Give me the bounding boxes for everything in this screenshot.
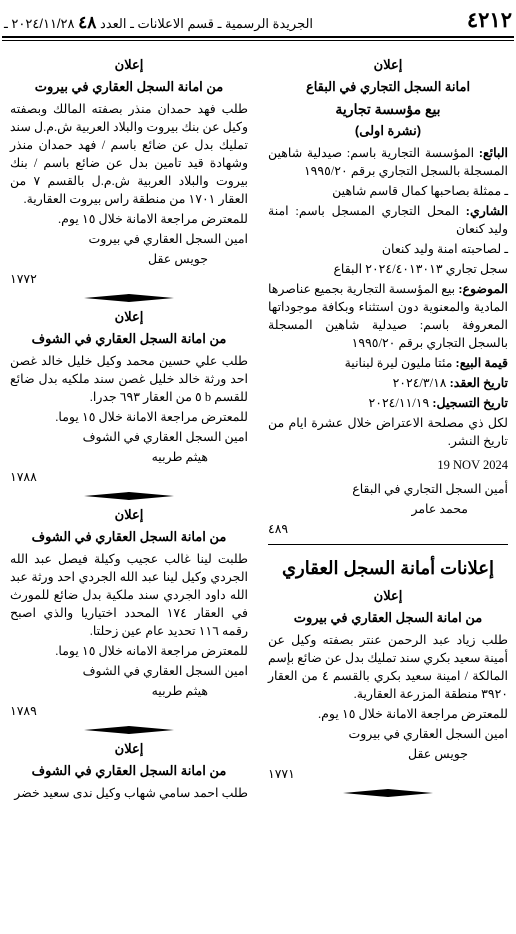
contract-label: تاريخ العقد:: [449, 376, 508, 390]
notice-body: طلب علي حسين محمد وكيل خليل خالد غصن احد ورثة خالد خليل غصن سند ملكيه بدل ضائع للقسم b ٥ من العقار ٦٩٣ جدرا.: [10, 354, 248, 404]
objection-text: للمعترض مراجعة الامانة خلال ١٥ يوما.: [55, 410, 248, 424]
issue-date: ٢٠٢٤/١١/٢٨ ـ: [4, 16, 75, 31]
signer-name: جويس عقل: [408, 747, 468, 761]
topic-text: بيع المؤسسة التجارية بجميع عناصرها المادية والمعنوية دون استثناء وبكافة موجوداتها المعروفة باسم: صيدلية شاهين المسجلة بالسجل التجاري برقم ١٩٩٥/٢٠: [268, 282, 508, 350]
notice-edition: (نشرة اولى): [354, 123, 422, 138]
notice-number: ١٧٧١: [268, 767, 295, 781]
signer-title: امين السجل العقاري في بيروت: [88, 232, 248, 246]
notice-body: طلب فهد حمدان منذر بصفته المالك وبصفته وكيل عن بنك بيروت والبلاد العربية ش.م.ل سند تمليك بدل عن ضائع باسم / فهد حمدان منذر وشهادة قيد تامين بدل عن ضائع باسم / بنك بيروت والبلاد العربية ش.م.ل بالقسم ٧ من العقار ١٧٠١ من منطقة راس بيروت العقارية.: [10, 102, 248, 206]
objection-text: لكل ذي مصلحة الاعتراض خلال عشرة ايام من تاريخ النشر.: [268, 416, 508, 448]
signer-name: محمد عامر: [411, 502, 468, 516]
real-estate-notice: [268, 587, 508, 797]
registration-date-line: [268, 394, 508, 412]
price-label: قيمة البيع:: [455, 356, 508, 370]
real-estate-notice: [10, 308, 248, 500]
notice-title: إعلان: [373, 57, 403, 72]
notice-title: إعلان: [114, 309, 144, 324]
registration-date: ٢٠٢٤/١١/١٩: [368, 396, 430, 410]
left-column: [10, 56, 248, 804]
signer-title: امين السجل العقاري في بيروت: [348, 727, 508, 741]
buyer-label: الشاري:: [465, 204, 509, 218]
stamp-date: 19 NOV 2024: [437, 458, 508, 472]
buyer-paragraph: [268, 202, 508, 238]
contract-date-line: [268, 374, 508, 392]
divider-ornament: [10, 726, 248, 734]
seller-rep: ـ ممثلة بصاحبها كمال قاسم شاهين: [332, 184, 508, 198]
notice-title: إعلان: [114, 507, 144, 522]
notice-authority: من امانة السجل العقاري في الشوف: [31, 331, 227, 346]
objection-text: للمعترض مراجعة الامانة خلال ١٥ يوم.: [318, 707, 508, 721]
notice-body: طلب زياد عبد الرحمن عنتر بصفته وكيل عن أمينة سعيد بكري سند تمليك بدل عن ضائع بإسم المالكة / امينة سعيد بكري بالقسم ٤ من العقار ٣٩٢٠ منطقة المزرعة العقارية.: [267, 633, 508, 701]
notice-authority: امانة السجل التجاري في البقاع: [305, 79, 471, 94]
seller-paragraph: [268, 144, 508, 180]
section-rule: [268, 544, 508, 545]
topic-label: الموضوع:: [458, 282, 508, 296]
real-estate-notice: [10, 56, 248, 302]
gazette-title: الجريدة الرسمية ـ قسم الاعلانات ـ العدد: [100, 16, 314, 31]
notice-title: إعلان: [373, 588, 403, 603]
buyer-registration: سجل تجاري ٢٠٢٤/٤٠١٣٠١٣ البقاع: [333, 262, 508, 276]
commercial-sale-notice: [268, 56, 508, 538]
seller-text: المؤسسة التجارية باسم: صيدلية شاهين المسجلة بالسجل التجاري برقم ١٩٩٥/٢٠: [268, 146, 508, 178]
objection-text: للمعترض مراجعة الامانه خلال ١٥ يوما.: [55, 644, 248, 658]
price-line: [268, 354, 508, 372]
signer-title: امين السجل العقاري في الشوف: [82, 430, 248, 444]
notice-authority: من امانة السجل العقاري في بيروت: [293, 610, 483, 625]
price-text: مئتا مليون ليرة لبنانية: [344, 356, 453, 370]
header-rule-thin: [2, 40, 514, 41]
notice-number: ١٧٧٢: [10, 272, 37, 286]
page-header: [0, 8, 516, 34]
buyer-owner: ـ لصاحبته امنة وليد كنعان: [381, 242, 508, 256]
section-heading: إعلانات أمانة السجل العقاري: [281, 558, 495, 578]
notice-authority: من امانة السجل العقاري في بيروت: [34, 79, 224, 94]
signer-title: امين السجل العقاري في الشوف: [82, 664, 248, 678]
header-rule: [2, 36, 514, 38]
notice-authority: من امانة السجل العقاري في الشوف: [31, 763, 227, 778]
signer-title: أمين السجل التجاري في البقاع: [352, 482, 508, 496]
notice-number: ٤٨٩: [268, 522, 289, 536]
running-header: [4, 13, 313, 33]
right-column: [268, 56, 508, 803]
notice-title: إعلان: [114, 57, 144, 72]
objection-text: للمعترض مراجعة الامانة خلال ١٥ يوم.: [58, 212, 248, 226]
real-estate-notice: [10, 506, 248, 734]
signer-name: هيثم طربيه: [151, 450, 208, 464]
page-number: ٤٢١٢: [466, 9, 512, 32]
signer-name: هيثم طربيه: [151, 684, 208, 698]
signer-name: جويس عقل: [148, 252, 208, 266]
divider-ornament: [10, 492, 248, 500]
topic-paragraph: [268, 280, 508, 352]
issue-number: ٤٨: [78, 13, 97, 32]
seller-label: البائع:: [478, 146, 508, 160]
real-estate-notice: [10, 740, 248, 802]
divider-ornament: [268, 789, 508, 797]
buyer-text: المحل التجاري المسجل باسم: امنة وليد كنعان: [268, 204, 508, 236]
registration-label: تاريخ التسجيل:: [432, 396, 508, 410]
notice-body: طلب احمد سامي شهاب وكيل ندى سعيد خضر: [14, 786, 248, 800]
notice-number: ١٧٨٩: [10, 704, 37, 718]
notice-subject: بيع مؤسسة تجارية: [335, 101, 441, 117]
notice-authority: من امانة السجل العقاري في الشوف: [31, 529, 227, 544]
notice-body: طلبت لينا غالب عجيب وكيلة فيصل عبد الله الجردي وكيل لينا عبد الله الجردي احد ورثة عبد الله داود الجردي سند ملكية بدل ضائع للمورث في العقار ١٧٤ المحدد اختياريا والذي اصبح رقمه ١١٦ تحديد عام عين زحلتا.: [10, 552, 248, 638]
notice-number: ١٧٨٨: [10, 470, 37, 484]
divider-ornament: [10, 294, 248, 302]
contract-date: ٢٠٢٤/٣/١٨: [392, 376, 447, 390]
notice-title: إعلان: [114, 741, 144, 756]
